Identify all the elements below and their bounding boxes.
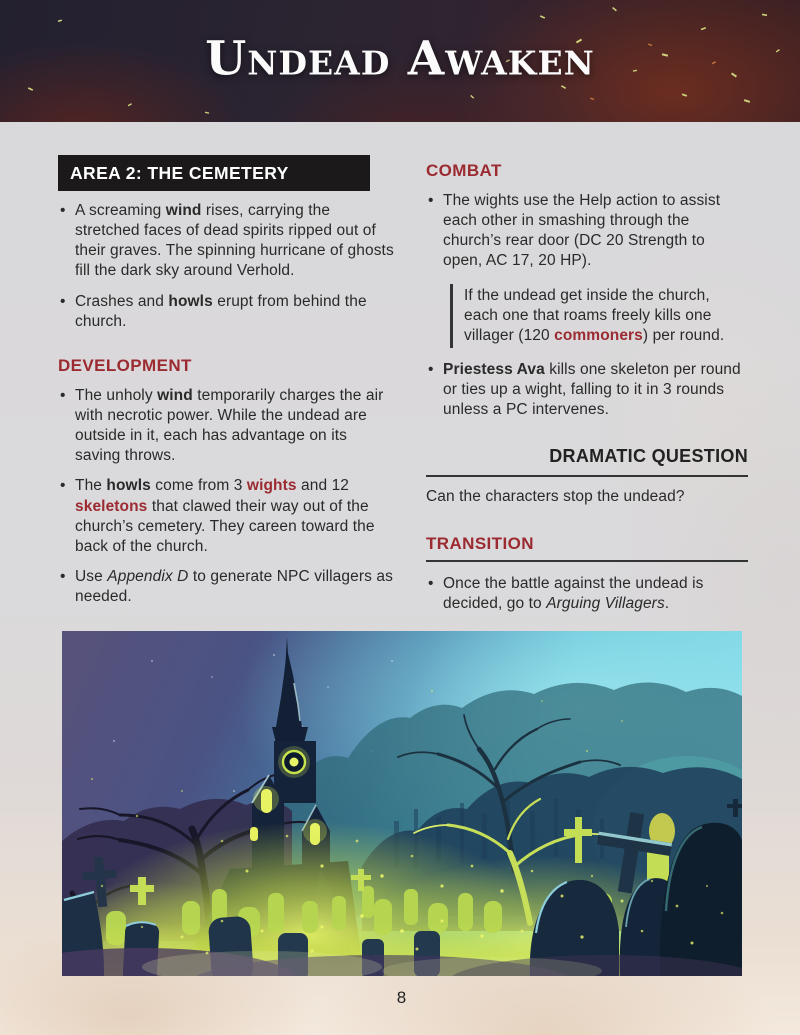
development-bullet-list	[58, 386, 395, 607]
left-column	[58, 155, 395, 625]
transition-header: TRANSITION	[426, 534, 748, 562]
dramatic-question-header: DRAMATIC QUESTION	[426, 446, 748, 477]
list-item: • The howls come from 3 wights and 12 skeletons that clawed their way out of the church’s cemetery. They careen toward the back of the church.	[58, 476, 395, 557]
two-column-text	[58, 155, 748, 625]
page-number: 8	[396, 988, 407, 1007]
read-aloud-quote: If the undead get inside the church, each one that roams freely kills one villager (120 commoners) per round.	[450, 284, 748, 348]
dramatic-question-section	[426, 446, 748, 507]
page-body	[0, 122, 800, 1035]
chapter-banner	[0, 0, 800, 122]
list-item: • Use Appendix D to generate NPC villagers as needed.	[58, 567, 395, 607]
page-title: Undead Awaken	[205, 31, 595, 87]
cemetery-illustration	[62, 631, 742, 976]
area-section-header: AREA 2: THE CEMETERY	[58, 155, 370, 191]
list-item: • A screaming wind rises, carrying the stretched faces of dead spirits ripped out of their graves. The spinning hurricane of ghosts fill the dark sky around Verhold.	[58, 201, 395, 282]
list-item: • The wights use the Help action to assist each other in smashing through the church’s rear door (DC 20 Strength to open, AC 17, 20 HP).	[426, 191, 748, 272]
dramatic-question-text: Can the characters stop the undead?	[426, 488, 685, 506]
transition-section	[426, 534, 748, 614]
list-item: • The unholy wind temporarily charges the air with necrotic power. While the undead are outside in it, each has advantage on its saving throws.	[58, 386, 395, 467]
area-bullet-list	[58, 201, 395, 332]
list-item: • Once the battle against the undead is decided, go to Arguing Villagers.	[426, 574, 748, 614]
list-item: • Priestess Ava kills one skeleton per round or ties up a wight, falling to it in 3 rounds unless a PC intervenes.	[426, 360, 748, 420]
right-column	[426, 155, 748, 625]
combat-header: COMBAT	[426, 161, 502, 180]
development-header: DEVELOPMENT	[58, 355, 192, 375]
list-item: • Crashes and howls erupt from behind the church.	[58, 292, 395, 332]
